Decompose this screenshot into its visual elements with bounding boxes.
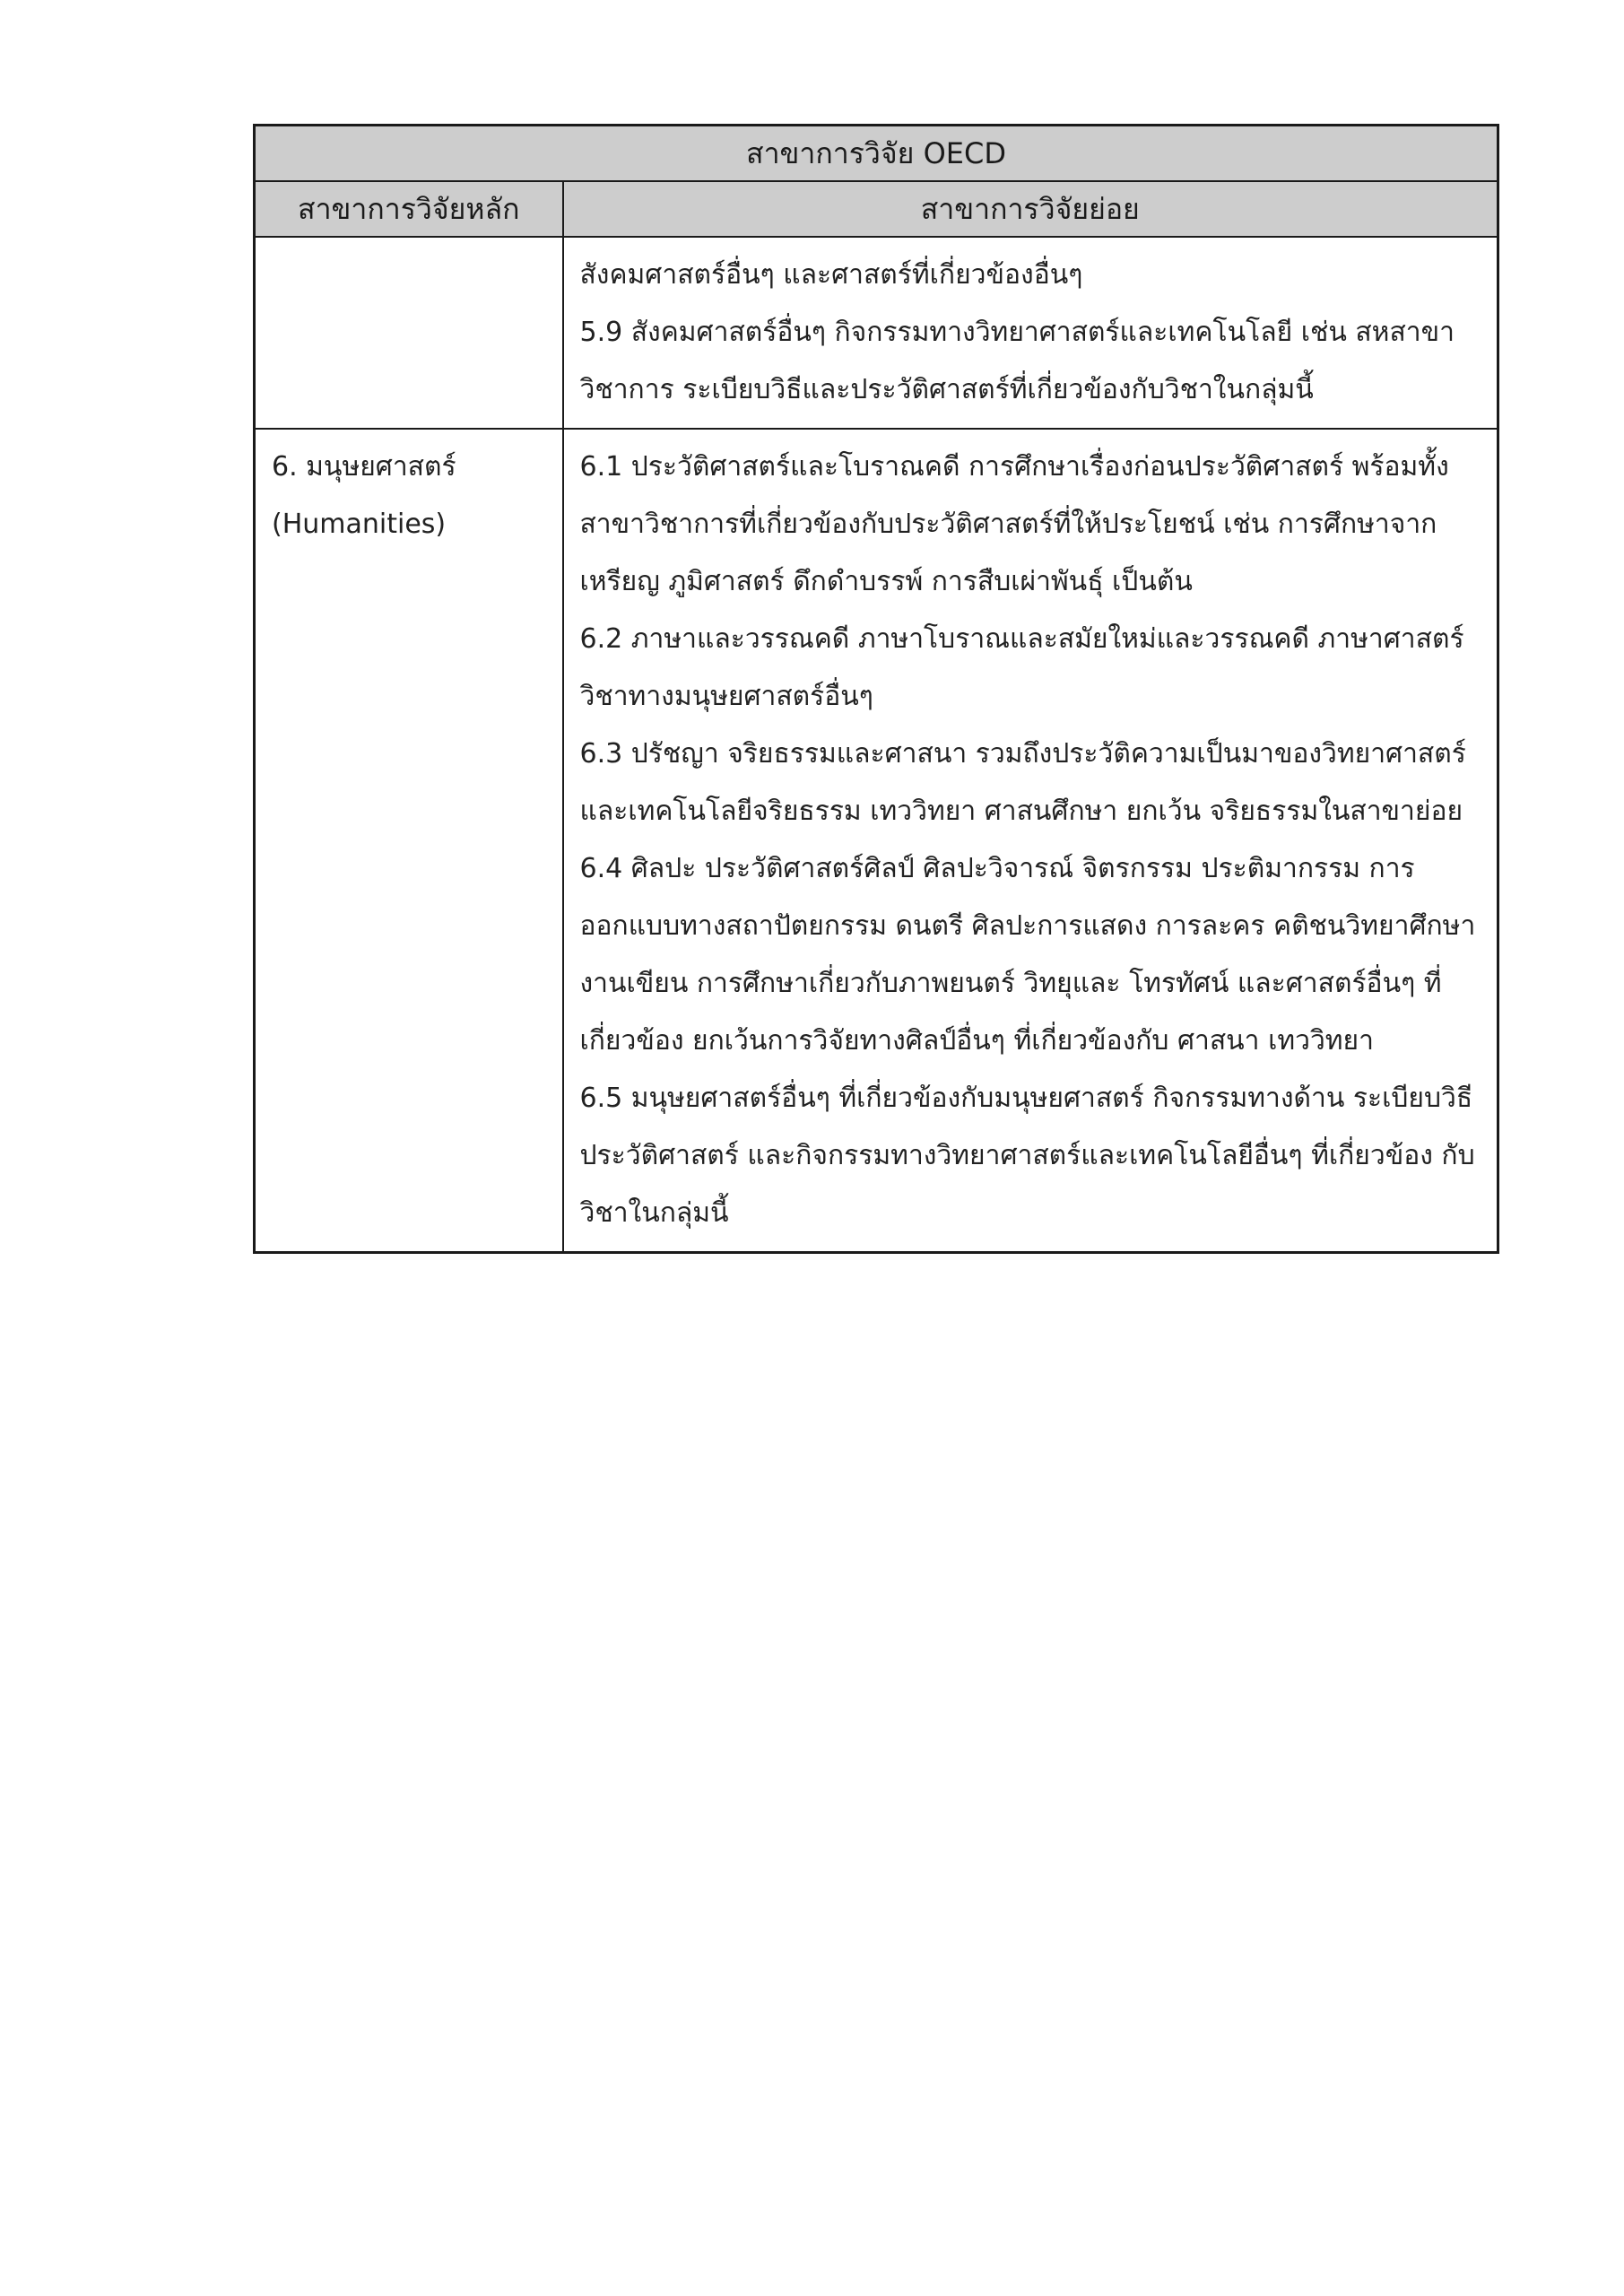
table-header-row xyxy=(255,181,1498,237)
sub-field-paragraph: 6.5 มนุษยศาสตร์อื่นๆ ที่เกี่ยวข้องกับมนุษยศาสตร์ กิจกรรมทางด้าน ระเบียบวิธี ประวัติศาสตร์ และกิจกรรมทางวิทยาศาสตร์และเทคโนโลยีอื่นๆ ที่เกี่ยวข้อง กับวิชาในกลุ่มนี้ xyxy=(579,1083,1475,1229)
sub-field-cell xyxy=(563,429,1498,1253)
sub-field-paragraph: 6.1 ประวัติศาสตร์และโบราณคดี การศึกษาเรื่องก่อนประวัติศาสตร์ พร้อมทั้งสาขาวิชาการที่เกี่ยวข้องกับประวัติศาสตร์ที่ให้ประโยชน์ เช่น การศึกษาจากเหรียญ ภูมิศาสตร์ ดึกดำบรรพ์ การสืบเผ่าพันธุ์ เป็นต้น xyxy=(579,451,1449,597)
table-title: สาขาการวิจัย OECD xyxy=(255,126,1498,182)
sub-field-paragraph: 6.4 ศิลปะ ประวัติศาสตร์ศิลป์ ศิลปะวิจารณ์ จิตรกรรม ประติมากรรม การออกแบบทางสถาปัตยกรรม ดนตรี ศิลปะการแสดง การละคร คติชนวิทยาศึกษา งานเขียน การศึกษาเกี่ยวกับภาพยนตร์ วิทยุและ โทรทัศน์ และศาสตร์อื่นๆ ที่เกี่ยวข้อง ยกเว้นการวิจัยทางศิลป์อื่นๆ ที่เกี่ยวข้องกับ ศาสนา เทววิทยา xyxy=(579,853,1476,1057)
oecd-research-table xyxy=(253,124,1499,1254)
main-field-english: (Humanities) xyxy=(272,509,447,540)
main-field-cell xyxy=(255,429,563,1253)
sub-field-paragraph: 6.3 ปรัชญา จริยธรรมและศาสนา รวมถึงประวัติความเป็นมาของวิทยาศาสตร์และเทคโนโลยีจริยธรรม เทววิทยา ศาสนศึกษา ยกเว้น จริยธรรมในสาขาย่อย xyxy=(579,738,1466,827)
main-field-name: 6. มนุษยศาสตร์ xyxy=(272,451,456,483)
sub-field-paragraph: สังคมศาสตร์อื่นๆ และศาสตร์ที่เกี่ยวข้องอื่นๆ xyxy=(579,259,1083,291)
table-row xyxy=(255,237,1498,429)
table-title-row xyxy=(255,126,1498,182)
table-row xyxy=(255,429,1498,1253)
sub-field-cell xyxy=(563,237,1498,429)
sub-field-paragraph: 6.2 ภาษาและวรรณคดี ภาษาโบราณและสมัยใหม่และวรรณคดี ภาษาศาสตร์วิชาทางมนุษยศาสตร์อื่นๆ xyxy=(579,623,1464,712)
sub-field-paragraph: 5.9 สังคมศาสตร์อื่นๆ กิจกรรมทางวิทยาศาสตร์และเทคโนโลยี เช่น สหสาขาวิชาการ ระเบียบวิธีและประวัติศาสตร์ที่เกี่ยวข้องกับวิชาในกลุ่มนี้ xyxy=(579,317,1455,405)
main-field-cell xyxy=(255,237,563,429)
header-sub-field: สาขาการวิจัยย่อย xyxy=(563,181,1498,237)
header-main-field: สาขาการวิจัยหลัก xyxy=(255,181,563,237)
